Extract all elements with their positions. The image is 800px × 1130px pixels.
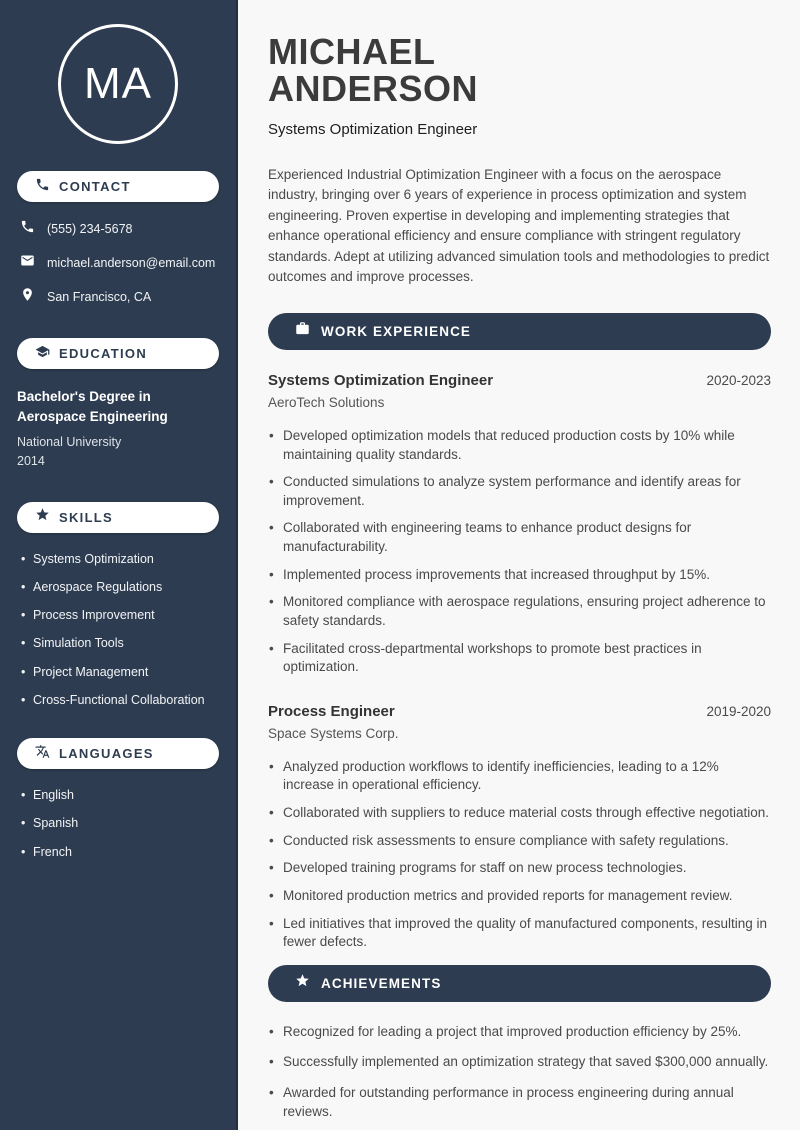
- education-entry: [17, 387, 219, 471]
- job-bullet: • Collaborated with engineering teams to enhance product designs for manufacturability.: [268, 519, 771, 556]
- contact-section-header: [17, 171, 219, 202]
- job-role: Process Engineer: [268, 702, 395, 720]
- avatar: [58, 24, 178, 144]
- candidate-name: [268, 33, 771, 108]
- job-header: [268, 372, 771, 389]
- email-address: michael.anderson@email.com: [47, 256, 216, 270]
- job-header: [268, 703, 771, 720]
- sidebar: [0, 0, 238, 1130]
- education-section-header: [17, 338, 219, 369]
- skill-item: • Process Improvement: [21, 607, 222, 623]
- work-experience-section-title: WORK EXPERIENCE: [321, 323, 472, 339]
- job-bullet: • Conducted simulations to analyze system performance and identify areas for improvement.: [268, 473, 771, 510]
- location-text: San Francisco, CA: [47, 290, 152, 304]
- star-icon: [35, 507, 50, 527]
- job-bullet: • Developed training programs for staff on new process technologies.: [268, 859, 771, 878]
- job-bullet: • Developed optimization models that reduced production costs by 10% while maintaining quality standards.: [268, 427, 771, 464]
- job-dates: 2020-2023: [706, 372, 771, 388]
- phone-number: (555) 234-5678: [47, 222, 133, 236]
- job-company: Space Systems Corp.: [268, 725, 399, 741]
- skill-item: • Simulation Tools: [21, 635, 222, 651]
- job-bullet: • Implemented process improvements that increased throughput by 15%.: [268, 566, 771, 585]
- job-company: AeroTech Solutions: [268, 394, 385, 410]
- job-bullet: • Analyzed production workflows to identify inefficiencies, leading to a 12% increase in operational efficiency.: [268, 758, 771, 795]
- skill-item: • Aerospace Regulations: [21, 579, 222, 595]
- graduation-year: 2014: [17, 453, 45, 468]
- candidate-job-title: Systems Optimization Engineer: [268, 120, 478, 138]
- graduation-cap-icon: [35, 344, 50, 364]
- achievements-section-header: [268, 965, 771, 1002]
- job-bullet: • Conducted risk assessments to ensure compliance with safety regulations.: [268, 832, 771, 851]
- school-name: National University: [17, 435, 122, 450]
- phone-icon: [20, 219, 35, 239]
- contact-list: [20, 219, 222, 307]
- envelope-icon: [20, 253, 35, 273]
- name-line-1: MICHAEL: [268, 31, 436, 72]
- achievement-bullet: • Successfully implemented an optimization strategy that saved $300,000 annually.: [268, 1053, 771, 1072]
- achievement-bullet: • Recognized for leading a project that improved production efficiency by 25%.: [268, 1023, 771, 1042]
- translate-icon: [35, 744, 50, 764]
- job-dates: 2019-2020: [706, 703, 771, 719]
- contact-item-location: [20, 287, 222, 307]
- professional-summary: Experienced Industrial Optimization Engineer with a focus on the aerospace industry, bringing over 6 years of experience in process optimization and system engineering. Proven expertise in developing and implementing strategies that enhance operational efficiency and ensure compliance with stringent regulatory standards. Adept at utilizing advanced simulation tools and methodologies to predict outcomes and improve processes.: [268, 166, 770, 285]
- achievement-bullet: • Awarded for outstanding performance in process engineering during annual reviews.: [268, 1084, 771, 1121]
- job-bullet: • Monitored compliance with aerospace regulations, ensuring project adherence to safety standards.: [268, 593, 771, 630]
- language-item: • English: [21, 787, 222, 803]
- languages-list: [21, 787, 222, 860]
- languages-section-header: [17, 738, 219, 769]
- job-bullet: • Monitored production metrics and provided reports for management review.: [268, 887, 771, 906]
- skill-item: • Cross-Functional Collaboration: [21, 692, 222, 708]
- main-content: [238, 0, 800, 1130]
- contact-section-title: CONTACT: [59, 179, 131, 194]
- job-bullet: • Facilitated cross-departmental workshops to promote best practices in optimization.: [268, 640, 771, 677]
- skills-section-header: [17, 502, 219, 533]
- contact-item-email: [20, 253, 222, 273]
- avatar-initials: MA: [84, 59, 152, 108]
- job-bullet-list: [268, 427, 771, 677]
- education-section-title: EDUCATION: [59, 346, 148, 361]
- skill-item: • Systems Optimization: [21, 551, 222, 567]
- skills-section-title: SKILLS: [59, 509, 114, 525]
- work-experience-section-header: [268, 313, 771, 350]
- phone-icon: [35, 177, 50, 197]
- star-icon: [295, 973, 310, 993]
- degree-name: Bachelor's Degree in Aerospace Engineering: [17, 389, 168, 424]
- achievements-section-title: ACHIEVEMENTS: [321, 975, 442, 991]
- briefcase-icon: [295, 321, 310, 341]
- job-bullet: • Collaborated with suppliers to reduce material costs through effective negotiation.: [268, 804, 771, 823]
- job-bullet: • Led initiatives that improved the quality of manufactured components, resulting in fewer defects.: [268, 915, 771, 952]
- location-pin-icon: [20, 287, 35, 307]
- name-line-2: ANDERSON: [268, 68, 479, 110]
- job-bullet-list: [268, 758, 771, 952]
- achievements-list: [268, 1023, 771, 1122]
- language-item: • French: [21, 844, 222, 860]
- language-item: • Spanish: [21, 815, 222, 831]
- job-entry: [268, 372, 771, 677]
- job-role: Systems Optimization Engineer: [268, 371, 494, 389]
- skill-item: • Project Management: [21, 664, 222, 680]
- job-entry: [268, 703, 771, 952]
- languages-section-title: LANGUAGES: [59, 746, 154, 762]
- skills-list: [21, 551, 222, 709]
- contact-item-phone: [20, 219, 222, 239]
